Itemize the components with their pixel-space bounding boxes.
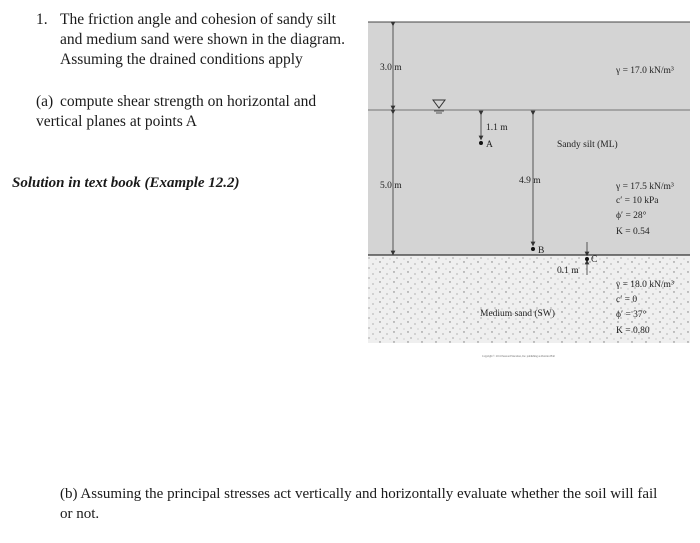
dim-c-label: 0.1 m	[557, 266, 579, 276]
point-a-dot	[479, 141, 483, 145]
question-text: The friction angle and cohesion of sandy silt and medium sand were shown in the diagram. Assuming the drained conditions apply	[60, 11, 345, 68]
dim-a-label: 1.1 m	[486, 123, 508, 133]
layer3-k-value: K = 0.80	[616, 326, 650, 336]
layer2-unit-weight: γ = 17.5 kN/m³	[616, 182, 674, 192]
question-number: 1.	[36, 11, 48, 28]
layer3-unit-weight: γ = 18.0 kN/m³	[616, 280, 674, 290]
point-c-dot	[585, 257, 589, 261]
point-b-dot	[531, 247, 535, 251]
part-b: (b) Assuming the principal stresses act vertically and horizontally evaluate whether the soil will fail or not.	[60, 486, 658, 522]
point-b-label: B	[538, 246, 545, 256]
layer1-soil-name: Sandy silt (ML)	[557, 140, 618, 150]
dim-top-label: 3.0 m	[380, 63, 402, 73]
point-a-label: A	[486, 140, 493, 150]
dim-mid-label: 5.0 m	[380, 181, 402, 191]
layer2-k-value: K = 0.54	[616, 227, 650, 237]
layer2-cohesion: c′ = 10 kPa	[616, 196, 659, 206]
point-c-label: C	[591, 255, 598, 265]
solution-reference: Solution in text book (Example 12.2)	[12, 175, 240, 191]
layer3-friction-angle: ϕ′ = 37°	[616, 310, 647, 320]
copyright-note: Copyright © 2011 Pearson Education, Inc. publishing as Prentice Hall	[482, 355, 555, 358]
part-a-text: compute shear strength on horizontal and vertical planes at points A	[36, 93, 317, 130]
dim-b-label: 4.9 m	[519, 176, 541, 186]
layer3-cohesion: c′ = 0	[616, 295, 638, 305]
part-a-label: (a)	[36, 93, 54, 110]
layer2-friction-angle: ϕ′ = 28°	[616, 211, 647, 221]
layer1-unit-weight: γ = 17.0 kN/m³	[616, 66, 674, 76]
layer3-soil-name: Medium sand (SW)	[480, 309, 555, 319]
